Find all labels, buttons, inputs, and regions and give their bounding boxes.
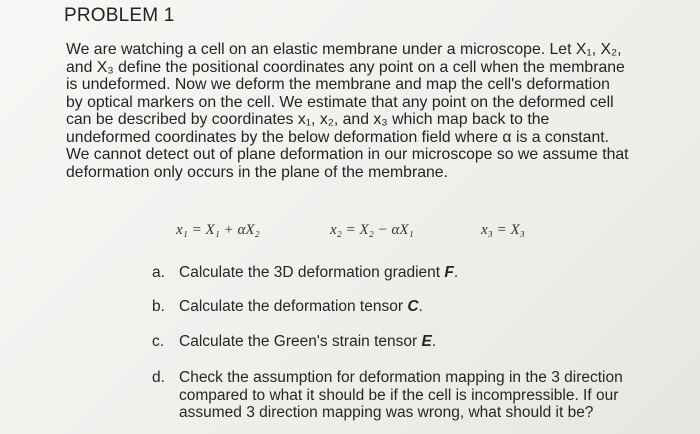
question-text [179, 333, 436, 351]
question-marker: d. [152, 369, 165, 386]
question-line: Check the assumption for deformation mapping in the 3 direction [179, 369, 623, 386]
equation-x3: x₃ = X₃ [481, 222, 525, 238]
equation-x1: x₁ = X₁ + αX₂ [176, 222, 260, 238]
equation-x2: x₂ = X₂ − αX₁ [330, 222, 414, 238]
problem-title: PROBLEM 1 [64, 5, 175, 26]
question-end: . [418, 298, 423, 315]
question-marker: a. [152, 264, 165, 281]
statement-line: and X₃ define the positional coordinates any point on a cell when the membrane [66, 58, 625, 76]
statement-line: We are watching a cell on an elastic membrane under a microscope. Let X₁, X₂, [66, 41, 622, 58]
statement-line: undeformed coordinates by the below deformation field where α is a constant. [66, 128, 610, 146]
deformation-field-equations [0, 222, 700, 246]
statement-line: can be described by coordinates x₁, x₂, and x₃ which map back to the [66, 111, 550, 128]
question-line: assumed 3 direction mapping was wrong, what should it be? [179, 404, 594, 421]
question-text [179, 264, 458, 282]
question-end: . [453, 264, 459, 281]
statement-line: We cannot detect out of plane deformation in our microscope so we assume that [66, 146, 629, 163]
tensor-symbol: C [407, 298, 419, 315]
statement-line: by optical markers on the cell. We estimate that any point on the deformed cell [66, 93, 614, 111]
tensor-symbol: E [421, 333, 432, 350]
question-text [179, 298, 423, 316]
question-text [179, 369, 623, 422]
question-label: Calculate the Green's strain tensor [179, 333, 422, 350]
question-line: compared to what it should be if the cell is incompressible. If our [179, 386, 619, 404]
question-label: Calculate the deformation tensor [179, 298, 408, 315]
statement-line: is undeformed. Now we deform the membrane and map the cell's deformation [66, 76, 610, 93]
tensor-symbol: F [444, 264, 454, 281]
question-marker: c. [152, 333, 165, 350]
question-end: . [431, 333, 437, 350]
problem-statement [66, 41, 678, 181]
question-marker: b. [152, 298, 165, 315]
question-label: Calculate the 3D deformation gradient [179, 264, 445, 281]
statement-line: deformation only occurs in the plane of the membrane. [66, 163, 448, 181]
